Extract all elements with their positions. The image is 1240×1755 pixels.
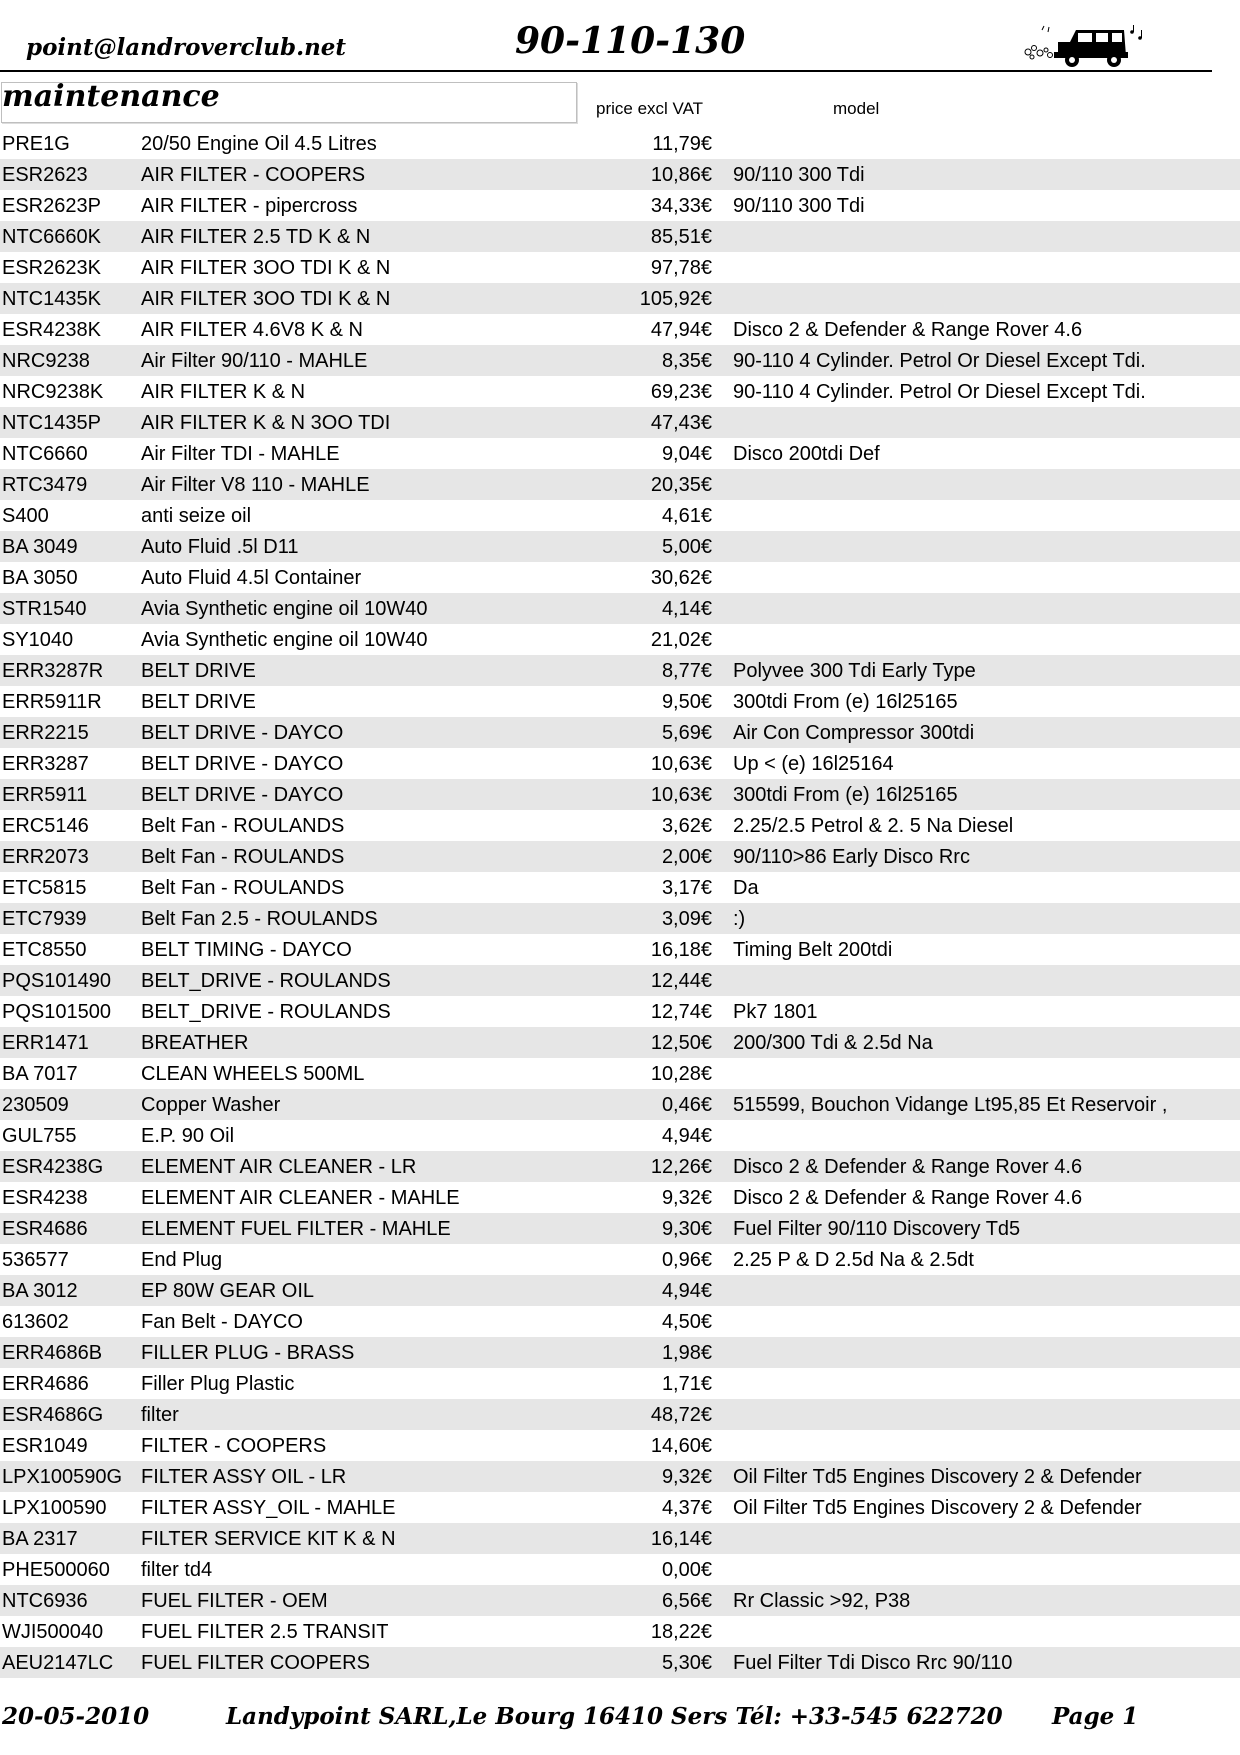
part-description: BELT DRIVE - DAYCO [141, 784, 344, 806]
part-price: 9,32€ [661, 1187, 712, 1209]
part-description: FUEL FILTER COOPERS [141, 1652, 370, 1674]
part-price: 6,56€ [661, 1590, 712, 1612]
part-model: 90/110>86 Early Disco Rrc [733, 846, 970, 868]
part-description: BELT DRIVE [141, 691, 256, 713]
part-price: 2,00€ [661, 846, 712, 868]
part-price: 8,77€ [661, 660, 712, 682]
part-price: 8,35€ [661, 350, 712, 372]
part-price: 4,37€ [661, 1497, 712, 1519]
part-price: 34,33€ [650, 195, 712, 217]
part-description: AIR FILTER 4.6V8 K & N [141, 319, 363, 341]
part-price: 85,51€ [650, 226, 712, 248]
part-code: ESR4238 [2, 1187, 88, 1209]
table-row [0, 965, 1240, 996]
part-description: Belt Fan - ROULANDS [141, 815, 345, 837]
part-price: 12,74€ [650, 1001, 712, 1023]
table-row [0, 996, 1240, 1027]
part-description: BELT_DRIVE - ROULANDS [141, 1001, 391, 1023]
table-row [0, 1089, 1240, 1120]
part-code: GUL755 [2, 1125, 77, 1147]
table-row [0, 1523, 1240, 1554]
part-code: PQS101490 [2, 970, 111, 992]
part-code: ETC5815 [2, 877, 87, 899]
table-row [0, 841, 1240, 872]
part-code: ESR2623K [2, 257, 101, 279]
part-description: FILTER ASSY_OIL - MAHLE [141, 1497, 396, 1519]
part-code: NRC9238 [2, 350, 90, 372]
part-model: :) [733, 908, 746, 930]
part-price: 3,17€ [661, 877, 712, 899]
part-model: 90-110 4 Cylinder. Petrol Or Diesel Except Tdi. [733, 381, 1146, 403]
part-code: NTC1435K [2, 288, 101, 310]
part-description: Filler Plug Plastic [141, 1373, 295, 1395]
part-model: 300tdi From (e) 16l25165 [733, 784, 958, 806]
part-description: Belt Fan 2.5 - ROULANDS [141, 908, 378, 930]
part-model: Pk7 1801 [733, 1001, 818, 1023]
part-price: 69,23€ [650, 381, 712, 403]
part-price: 9,50€ [661, 691, 712, 713]
part-price: 48,72€ [650, 1404, 712, 1426]
part-price: 12,50€ [650, 1032, 712, 1054]
part-model: 2.25 P & D 2.5d Na & 2.5dt [733, 1249, 974, 1271]
part-code: STR1540 [2, 598, 87, 620]
part-description: BELT DRIVE - DAYCO [141, 722, 344, 744]
part-model: Fuel Filter Tdi Disco Rrc 90/110 [733, 1652, 1013, 1674]
part-code: PHE500060 [2, 1559, 110, 1581]
part-model: 200/300 Tdi & 2.5d Na [733, 1032, 933, 1054]
part-code: LPX100590G [2, 1466, 123, 1488]
part-model: 90/110 300 Tdi [733, 164, 865, 186]
part-model: Rr Classic >92, P38 [733, 1590, 911, 1612]
part-description: ELEMENT AIR CLEANER - LR [141, 1156, 417, 1178]
part-code: ESR2623 [2, 164, 88, 186]
table-row [0, 624, 1240, 655]
part-description: BELT TIMING - DAYCO [141, 939, 352, 961]
part-code: ESR2623P [2, 195, 101, 217]
part-code: ERR1471 [2, 1032, 89, 1054]
part-price: 3,09€ [661, 908, 712, 930]
table-row [0, 1647, 1240, 1678]
footer-page-number: Page 1 [1052, 1703, 1139, 1730]
part-description: Copper Washer [141, 1094, 281, 1116]
table-row [0, 1182, 1240, 1213]
price-column-header: price excl VAT [596, 99, 704, 118]
part-code: ETC8550 [2, 939, 87, 961]
part-code: BA 3012 [2, 1280, 78, 1302]
part-model: Disco 2 & Defender & Range Rover 4.6 [733, 319, 1083, 341]
table-row [0, 1151, 1240, 1182]
part-code: WJI500040 [2, 1621, 104, 1643]
part-price: 5,00€ [661, 536, 712, 558]
table-row [0, 903, 1240, 934]
footer-company: Landypoint SARL,Le Bourg 16410 Sers Tél: +33-545 622720 [226, 1703, 1003, 1730]
part-code: 230509 [2, 1094, 69, 1116]
table-row [0, 1399, 1240, 1430]
table-row [0, 221, 1240, 252]
part-price: 4,14€ [661, 598, 712, 620]
section-title: maintenance [2, 79, 220, 114]
part-description: AIR FILTER 2.5 TD K & N [141, 226, 371, 248]
part-description: FILTER ASSY OIL - LR [141, 1466, 347, 1488]
part-code: BA 3050 [2, 567, 78, 589]
part-code: BA 3049 [2, 536, 78, 558]
table-row [0, 376, 1240, 407]
part-price: 10,86€ [650, 164, 712, 186]
table-row [0, 1554, 1240, 1585]
part-code: ERR2215 [2, 722, 89, 744]
part-description: BELT DRIVE [141, 660, 256, 682]
part-model: Timing Belt 200tdi [733, 939, 893, 961]
part-model: Oil Filter Td5 Engines Discovery 2 & Defender [733, 1466, 1142, 1488]
table-row [0, 810, 1240, 841]
part-price: 0,46€ [661, 1094, 712, 1116]
table-row [0, 1058, 1240, 1089]
table-row [0, 407, 1240, 438]
part-description: Auto Fluid .5l D11 [141, 536, 299, 558]
part-code: ETC7939 [2, 908, 87, 930]
part-price: 16,14€ [650, 1528, 712, 1550]
table-row [0, 717, 1240, 748]
part-description: Avia Synthetic engine oil 10W40 [141, 598, 428, 620]
part-description: filter td4 [141, 1559, 213, 1581]
part-code: ESR4238K [2, 319, 101, 341]
part-description: AIR FILTER K & N 3OO TDI [141, 412, 391, 434]
part-model: Disco 2 & Defender & Range Rover 4.6 [733, 1187, 1083, 1209]
part-price: 3,62€ [661, 815, 712, 837]
part-price: 10,63€ [650, 753, 712, 775]
part-code: ERR5911R [2, 691, 102, 713]
table-row [0, 1306, 1240, 1337]
part-description: Air Filter 90/110 - MAHLE [141, 350, 368, 372]
table-row [0, 469, 1240, 500]
table-row [0, 345, 1240, 376]
header-title: 90-110-130 [515, 20, 746, 62]
part-description: ELEMENT AIR CLEANER - MAHLE [141, 1187, 460, 1209]
part-price: 5,69€ [661, 722, 712, 744]
part-description: AIR FILTER 3OO TDI K & N [141, 257, 391, 279]
part-code: ESR4686G [2, 1404, 104, 1426]
table-row [0, 872, 1240, 903]
model-column-header: model [833, 99, 880, 118]
part-code: BA 7017 [2, 1063, 78, 1085]
table-row [0, 1430, 1240, 1461]
part-description: FUEL FILTER - OEM [141, 1590, 328, 1612]
header-rule [0, 70, 1212, 72]
part-code: ERR3287R [2, 660, 104, 682]
part-price: 10,63€ [650, 784, 712, 806]
part-model: Air Con Compressor 300tdi [733, 722, 975, 744]
part-model: 300tdi From (e) 16l25165 [733, 691, 958, 713]
part-code: S400 [2, 505, 49, 527]
table-row [0, 283, 1240, 314]
part-description: AIR FILTER - pipercross [141, 195, 358, 217]
part-description: End Plug [141, 1249, 223, 1271]
part-code: ERR3287 [2, 753, 89, 775]
part-price: 12,26€ [650, 1156, 712, 1178]
part-code: ESR1049 [2, 1435, 88, 1457]
part-price: 11,79€ [652, 133, 712, 155]
land-rover-vehicle-icon [1020, 22, 1155, 74]
part-code: NTC6660K [2, 226, 101, 248]
table-row [0, 1213, 1240, 1244]
table-row [0, 500, 1240, 531]
table-row [0, 1492, 1240, 1523]
part-code: 536577 [2, 1249, 69, 1271]
part-description: FILTER SERVICE KIT K & N [141, 1528, 396, 1550]
part-model: Polyvee 300 Tdi Early Type [733, 660, 976, 682]
part-code: ERC5146 [2, 815, 89, 837]
part-price: 16,18€ [650, 939, 712, 961]
table-row [0, 1120, 1240, 1151]
part-price: 20,35€ [650, 474, 712, 496]
part-code: NRC9238K [2, 381, 104, 403]
table-row [0, 314, 1240, 345]
parts-table [0, 128, 1240, 1678]
part-description: FILLER PLUG - BRASS [141, 1342, 355, 1364]
part-price: 47,94€ [650, 319, 712, 341]
header-email: point@landroverclub.net [26, 34, 347, 61]
part-description: FUEL FILTER 2.5 TRANSIT [141, 1621, 389, 1643]
footer-date: 20-05-2010 [2, 1703, 150, 1730]
table-row [0, 1461, 1240, 1492]
part-price: 4,94€ [661, 1125, 712, 1147]
table-row [0, 1337, 1240, 1368]
part-code: PRE1G [2, 133, 70, 155]
part-description: Avia Synthetic engine oil 10W40 [141, 629, 428, 651]
table-row [0, 934, 1240, 965]
table-row [0, 1027, 1240, 1058]
part-model: Disco 200tdi Def [733, 443, 880, 465]
part-price: 47,43€ [650, 412, 712, 434]
part-code: NTC6660 [2, 443, 88, 465]
part-description: BELT_DRIVE - ROULANDS [141, 970, 391, 992]
part-price: 105,92€ [639, 288, 712, 310]
table-row [0, 128, 1240, 159]
part-code: SY1040 [2, 629, 74, 651]
table-row [0, 438, 1240, 469]
part-code: LPX100590 [2, 1497, 107, 1519]
part-code: PQS101500 [2, 1001, 111, 1023]
part-description: Air Filter V8 110 - MAHLE [141, 474, 370, 496]
part-code: ESR4686 [2, 1218, 88, 1240]
part-model: 515599, Bouchon Vidange Lt95,85 Et Reservoir , [733, 1094, 1168, 1116]
table-row [0, 1616, 1240, 1647]
part-price: 0,00€ [661, 1559, 712, 1581]
part-code: ERR4686B [2, 1342, 103, 1364]
part-description: FILTER - COOPERS [141, 1435, 327, 1457]
table-row [0, 531, 1240, 562]
part-model: Fuel Filter 90/110 Discovery Td5 [733, 1218, 1021, 1240]
part-model: 90/110 300 Tdi [733, 195, 865, 217]
table-row [0, 655, 1240, 686]
part-description: ELEMENT FUEL FILTER - MAHLE [141, 1218, 451, 1240]
table-row [0, 748, 1240, 779]
part-code: NTC6936 [2, 1590, 88, 1612]
table-row [0, 1368, 1240, 1399]
part-price: 12,44€ [650, 970, 712, 992]
part-description: AIR FILTER K & N [141, 381, 306, 403]
part-description: E.P. 90 Oil [141, 1125, 235, 1147]
part-price: 4,61€ [661, 505, 712, 527]
part-price: 21,02€ [650, 629, 712, 651]
table-row [0, 562, 1240, 593]
table-row [0, 779, 1240, 810]
table-row [0, 159, 1240, 190]
part-price: 10,28€ [650, 1063, 712, 1085]
part-code: ESR4238G [2, 1156, 104, 1178]
part-price: 4,50€ [661, 1311, 712, 1333]
part-price: 9,32€ [661, 1466, 712, 1488]
part-description: 20/50 Engine Oil 4.5 Litres [141, 133, 377, 155]
part-description: Belt Fan - ROULANDS [141, 846, 345, 868]
part-code: ERR5911 [2, 784, 88, 806]
part-price: 1,98€ [661, 1342, 712, 1364]
part-price: 5,30€ [661, 1652, 712, 1674]
part-description: Fan Belt - DAYCO [141, 1311, 303, 1333]
part-description: EP 80W GEAR OIL [141, 1280, 315, 1302]
part-model: Up < (e) 16l25164 [733, 753, 894, 775]
table-row [0, 1585, 1240, 1616]
part-code: ERR2073 [2, 846, 89, 868]
part-price: 9,04€ [661, 443, 712, 465]
part-code: RTC3479 [2, 474, 88, 496]
part-model: 2.25/2.5 Petrol & 2. 5 Na Diesel [733, 815, 1014, 837]
part-model: Oil Filter Td5 Engines Discovery 2 & Defender [733, 1497, 1142, 1519]
part-code: BA 2317 [2, 1528, 78, 1550]
part-price: 18,22€ [650, 1621, 712, 1643]
part-description: Air Filter TDI - MAHLE [141, 443, 340, 465]
part-price: 0,96€ [661, 1249, 712, 1271]
part-price: 30,62€ [650, 567, 712, 589]
part-model: Da [733, 877, 759, 899]
part-code: NTC1435P [2, 412, 101, 434]
part-description: CLEAN WHEELS 500ML [141, 1063, 365, 1085]
part-description: BREATHER [141, 1032, 249, 1054]
table-row [0, 1244, 1240, 1275]
part-price: 14,60€ [650, 1435, 712, 1457]
part-description: AIR FILTER 3OO TDI K & N [141, 288, 391, 310]
table-row [0, 686, 1240, 717]
part-description: Belt Fan - ROULANDS [141, 877, 345, 899]
part-description: anti seize oil [141, 505, 252, 527]
part-description: Auto Fluid 4.5l Container [141, 567, 362, 589]
table-row [0, 593, 1240, 624]
table-row [0, 1275, 1240, 1306]
table-row [0, 190, 1240, 221]
part-price: 1,71€ [661, 1373, 712, 1395]
part-code: ERR4686 [2, 1373, 89, 1395]
part-description: filter [141, 1404, 179, 1426]
part-model: Disco 2 & Defender & Range Rover 4.6 [733, 1156, 1083, 1178]
part-code: 613602 [2, 1311, 69, 1333]
part-description: AIR FILTER - COOPERS [141, 164, 366, 186]
part-code: AEU2147LC [2, 1652, 114, 1674]
part-model: 90-110 4 Cylinder. Petrol Or Diesel Except Tdi. [733, 350, 1146, 372]
part-price: 97,78€ [650, 257, 712, 279]
part-price: 9,30€ [661, 1218, 712, 1240]
table-row [0, 252, 1240, 283]
part-description: BELT DRIVE - DAYCO [141, 753, 344, 775]
part-price: 4,94€ [661, 1280, 712, 1302]
